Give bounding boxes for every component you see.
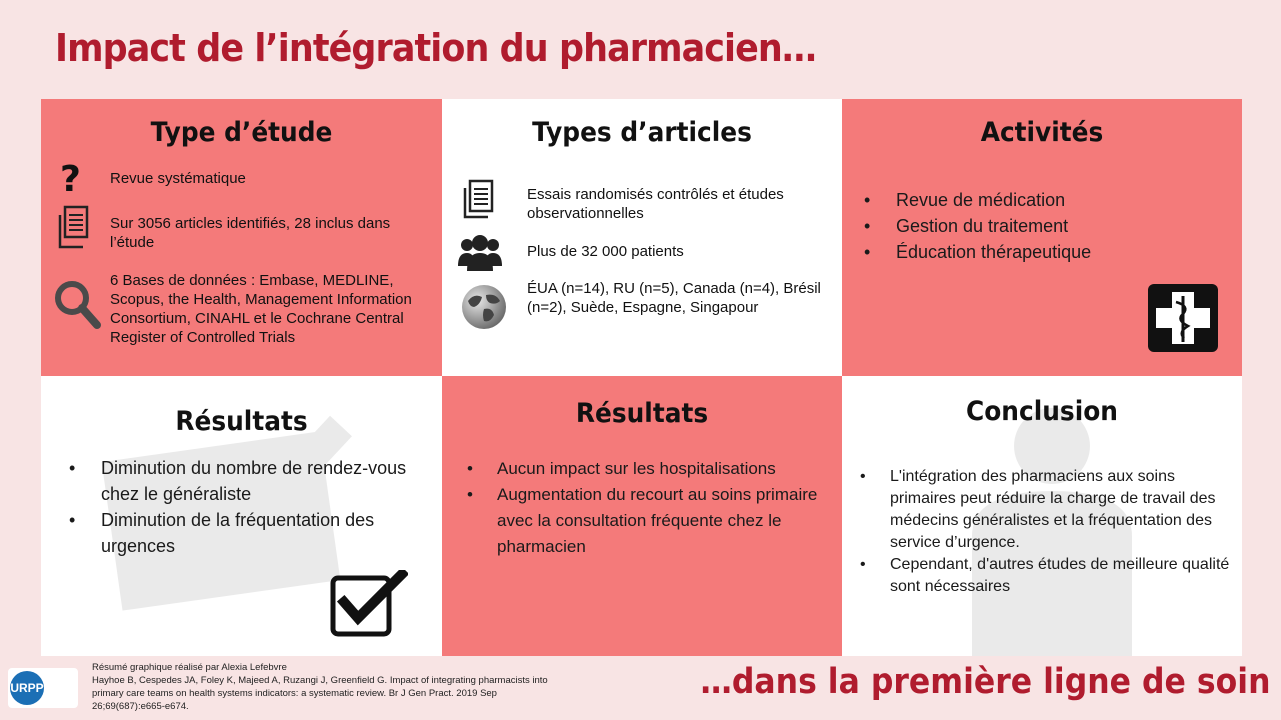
panel-resultats-2: [442, 376, 842, 656]
urpp-logo: [8, 668, 78, 708]
citation-text: Hayhoe B, Cespedes JA, Foley K, Majeed A, Ruzangi J, Greenfield G. Impact of integrating pharmacists into primary care teams on health systems indicators: a systematic review. Br J Gen Pract. 2019 Sep 26;69(687):e665-e674.: [92, 675, 548, 712]
panel-heading: Résultats: [175, 406, 308, 437]
logo-mark: URPP: [10, 671, 44, 705]
panel-conclusion: [842, 376, 1242, 656]
patients-count-text: Plus de 32 000 patients: [527, 243, 684, 260]
infographic-grid: [41, 99, 1242, 656]
reference-block: [92, 661, 572, 713]
checkbox-icon: [330, 570, 408, 638]
list-item: • Augmentation du recourt au soins primaire avec la consultation fréquente chez le pharmacien: [467, 482, 827, 560]
panel-resultats-1: [41, 376, 442, 656]
panel-type-etude: [41, 99, 442, 376]
list-item: • L'intégration des pharmaciens aux soins primaires peut réduire la charge de travail des médecins généralistes et la fréquentation des service d’urgence.: [860, 466, 1230, 554]
magnifier-icon: [53, 279, 101, 329]
list-item: • Aucun impact sur les hospitalisations: [467, 456, 827, 482]
articles-count-text: Sur 3056 articles identifiés, 28 inclus dans l’étude: [110, 215, 391, 251]
study-type-text: Revue systématique: [110, 170, 246, 187]
document-icon: [462, 179, 496, 219]
list-item: • Cependant, d'autres études de meilleure qualité sont nécessaires: [860, 554, 1230, 598]
tagline: …dans la première ligne de soin: [700, 662, 1271, 702]
panel-heading: Types d’articles: [532, 117, 752, 148]
pharmacy-cross-icon: [1148, 284, 1218, 352]
globe-icon: [460, 283, 508, 331]
panel-heading: Conclusion: [966, 396, 1118, 427]
databases-text: 6 Bases de données : Embase, MEDLINE, Scopus, the Health, Management Information Consortium, CINAHL et le Cochrane Central Register of Controlled Trials: [110, 272, 412, 346]
list-item: • Diminution du nombre de rendez-vous chez le généraliste: [69, 455, 414, 507]
people-icon: [457, 234, 503, 272]
article-types-text: Essais randomisés contrôlés et études observationnelles: [527, 186, 784, 222]
list-item: • Gestion du traitement: [864, 213, 1224, 239]
panel-activites: [842, 99, 1242, 376]
credit-text: Résumé graphique réalisé par Alexia Lefebvre: [92, 662, 287, 673]
question-icon: ?: [60, 159, 81, 200]
results-list: [467, 456, 827, 560]
results-list: [69, 455, 414, 559]
panel-types-articles: [442, 99, 842, 376]
panel-heading: Résultats: [575, 398, 709, 429]
panel-heading: Activités: [980, 117, 1104, 148]
list-item: • Diminution de la fréquentation des urgences: [69, 507, 414, 559]
activities-list: [864, 187, 1224, 265]
conclusion-list: [860, 466, 1230, 598]
document-icon: [57, 205, 91, 249]
list-item: • Éducation thérapeutique: [864, 239, 1224, 265]
panel-heading: Type d’étude: [150, 117, 333, 148]
page-title: Impact de l’intégration du pharmacien…: [55, 26, 816, 70]
countries-text: ÉUA (n=14), RU (n=5), Canada (n=4), Brésil (n=2), Suède, Espagne, Singapour: [527, 280, 821, 316]
list-item: • Revue de médication: [864, 187, 1224, 213]
